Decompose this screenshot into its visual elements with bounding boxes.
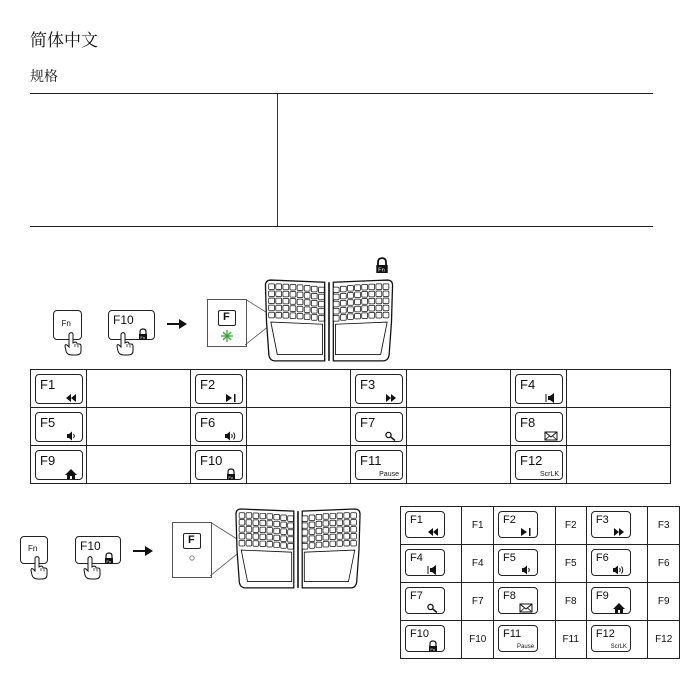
fn-key-label: Fn (28, 544, 38, 553)
key-label: F5 (503, 552, 516, 564)
table-row (401, 583, 680, 621)
key-f11 (355, 450, 403, 480)
key-f6 (195, 412, 243, 442)
key-label: F7 (410, 590, 423, 602)
key-cell (494, 545, 555, 583)
key-cell (494, 507, 555, 545)
function-value: F6 (648, 545, 680, 583)
key-sublabel: Pause (517, 644, 535, 650)
key-f1 (35, 374, 83, 404)
key-label: F9 (595, 590, 609, 602)
key-label: F12 (595, 628, 615, 640)
fn-lock-icon (374, 256, 390, 274)
key-sublabel: Pause (379, 471, 399, 478)
svg-text:Fn: Fn (378, 267, 385, 274)
f10-key-label: F10 (80, 539, 101, 553)
key-cell (511, 408, 567, 446)
function-value: F9 (648, 583, 680, 621)
key-label: F9 (40, 453, 56, 468)
key-f8 (515, 412, 563, 442)
led-on-icon (221, 330, 233, 342)
key-label: F3 (360, 377, 376, 392)
svg-text:Fn: Fn (228, 475, 234, 480)
key-cell (494, 621, 555, 659)
function-value: F3 (648, 507, 680, 545)
key-label: F2 (503, 514, 516, 526)
home-icon (612, 599, 626, 611)
fn-lock-icon (136, 325, 150, 340)
table-row (31, 446, 671, 484)
svg-text:Fn: Fn (106, 559, 112, 564)
play-pause-icon (224, 389, 238, 401)
key-cell (511, 446, 567, 484)
mute-icon (544, 389, 558, 401)
table-row (31, 370, 671, 408)
indicator-f-key (218, 310, 236, 326)
key-cell (586, 545, 647, 583)
key-cell (401, 583, 462, 621)
spec-table-divider (277, 94, 278, 226)
key-cell (351, 408, 407, 446)
key-f5 (498, 549, 538, 576)
table-row (401, 621, 680, 659)
indicator-f-key (183, 533, 201, 549)
volume-down-icon (519, 561, 533, 573)
spec-table (30, 93, 653, 227)
key-cell (31, 408, 87, 446)
fast-forward-icon (384, 389, 398, 401)
search-icon (426, 599, 440, 611)
function-value: F4 (462, 545, 494, 583)
key-label: F12 (520, 453, 543, 468)
home-icon (64, 465, 78, 477)
key-label: F6 (595, 552, 609, 564)
key-cell (351, 446, 407, 484)
key-cell (401, 621, 462, 659)
key-f8 (498, 587, 538, 614)
key-label: F10 (200, 453, 223, 468)
description-cell (87, 408, 191, 446)
indicator-panel (207, 299, 247, 347)
key-cell (511, 370, 567, 408)
key-cell (586, 583, 647, 621)
description-cell (407, 446, 511, 484)
description-cell (407, 370, 511, 408)
function-value: F8 (555, 583, 586, 621)
key-label: F6 (200, 415, 216, 430)
function-value: F2 (555, 507, 586, 545)
key-f4 (405, 549, 445, 576)
key-f1 (405, 511, 445, 538)
play-pause-icon (519, 523, 533, 535)
key-cell (586, 507, 647, 545)
function-value: F10 (462, 621, 494, 659)
arrow-right-icon (133, 546, 153, 556)
description-cell (87, 370, 191, 408)
key-f4 (515, 374, 563, 404)
function-value: F5 (555, 545, 586, 583)
key-f11 (498, 625, 538, 652)
function-value: F11 (555, 621, 586, 659)
hand-icon (114, 332, 136, 356)
key-label: F7 (360, 415, 376, 430)
mute-icon (426, 561, 440, 573)
description-cell (567, 446, 671, 484)
description-cell (407, 408, 511, 446)
description-cell (247, 446, 351, 484)
key-cell (494, 583, 555, 621)
function-key-table (400, 506, 680, 659)
key-label: F5 (40, 415, 56, 430)
description-cell (567, 370, 671, 408)
mail-icon (519, 599, 533, 611)
key-f5 (35, 412, 83, 442)
key-label: F4 (520, 377, 536, 392)
key-f2 (498, 511, 538, 538)
key-label: F1 (40, 377, 56, 392)
fast-forward-icon (612, 523, 626, 535)
fn-lock-icon (102, 549, 116, 564)
key-f9 (35, 450, 83, 480)
key-label: F11 (503, 628, 522, 640)
key-f9 (591, 587, 631, 614)
indicator-panel (172, 522, 212, 578)
volume-up-icon (224, 427, 238, 439)
key-f3 (591, 511, 631, 538)
key-cell (401, 507, 462, 545)
key-cell (401, 545, 462, 583)
key-f10 (195, 450, 243, 480)
key-cell (31, 370, 87, 408)
key-f2 (195, 374, 243, 404)
function-value: F1 (462, 507, 494, 545)
page-title: 简体中文 (30, 31, 98, 51)
table-row (401, 507, 680, 545)
function-value: F7 (462, 583, 494, 621)
key-sublabel: ScrLK (539, 471, 559, 478)
key-label: F2 (200, 377, 216, 392)
key-f12 (515, 450, 563, 480)
description-cell (567, 408, 671, 446)
fn-lock-table (30, 369, 671, 484)
key-f6 (591, 549, 631, 576)
description-cell (247, 370, 351, 408)
function-value: F12 (648, 621, 680, 659)
key-label: F8 (520, 415, 536, 430)
mail-icon (544, 427, 558, 439)
key-label: F11 (360, 453, 382, 468)
table-row (401, 545, 680, 583)
description-cell (247, 408, 351, 446)
indicator-key-label: F (188, 534, 195, 546)
search-icon (384, 427, 398, 439)
key-cell (31, 446, 87, 484)
key-label: F1 (410, 514, 423, 526)
rewind-icon (64, 389, 78, 401)
key-label: F10 (410, 628, 429, 640)
volume-down-icon (64, 427, 78, 439)
key-f7 (405, 587, 445, 614)
key-cell (351, 370, 407, 408)
key-cell (191, 370, 247, 408)
key-cell (191, 408, 247, 446)
key-f7 (355, 412, 403, 442)
key-sublabel: ScrLK (610, 644, 627, 650)
fn-lock-icon (224, 465, 238, 480)
table-row (31, 408, 671, 446)
key-f12 (591, 625, 631, 652)
fn-key-label: Fn (61, 319, 71, 328)
key-label: F3 (595, 514, 609, 526)
svg-text:Fn: Fn (140, 335, 146, 340)
f10-key-label: F10 (113, 313, 134, 327)
section-heading: 规格 (30, 69, 58, 85)
indicator-key-label: F (223, 311, 230, 323)
rewind-icon (426, 523, 440, 535)
fn-lock-icon (426, 637, 440, 652)
hand-icon (81, 556, 103, 580)
key-label: F4 (410, 552, 423, 564)
led-off-icon (189, 555, 195, 561)
svg-text:Fn: Fn (430, 647, 436, 652)
key-f3 (355, 374, 403, 404)
key-f10 (405, 625, 445, 652)
split-keyboard-illustration (257, 279, 401, 363)
hand-icon (62, 332, 84, 356)
hand-icon (28, 556, 50, 580)
description-cell (87, 446, 191, 484)
arrow-right-icon (167, 319, 187, 329)
key-label: F8 (503, 590, 516, 602)
key-cell (191, 446, 247, 484)
volume-up-icon (612, 561, 626, 573)
split-keyboard-illustration (226, 508, 370, 590)
key-cell (586, 621, 647, 659)
